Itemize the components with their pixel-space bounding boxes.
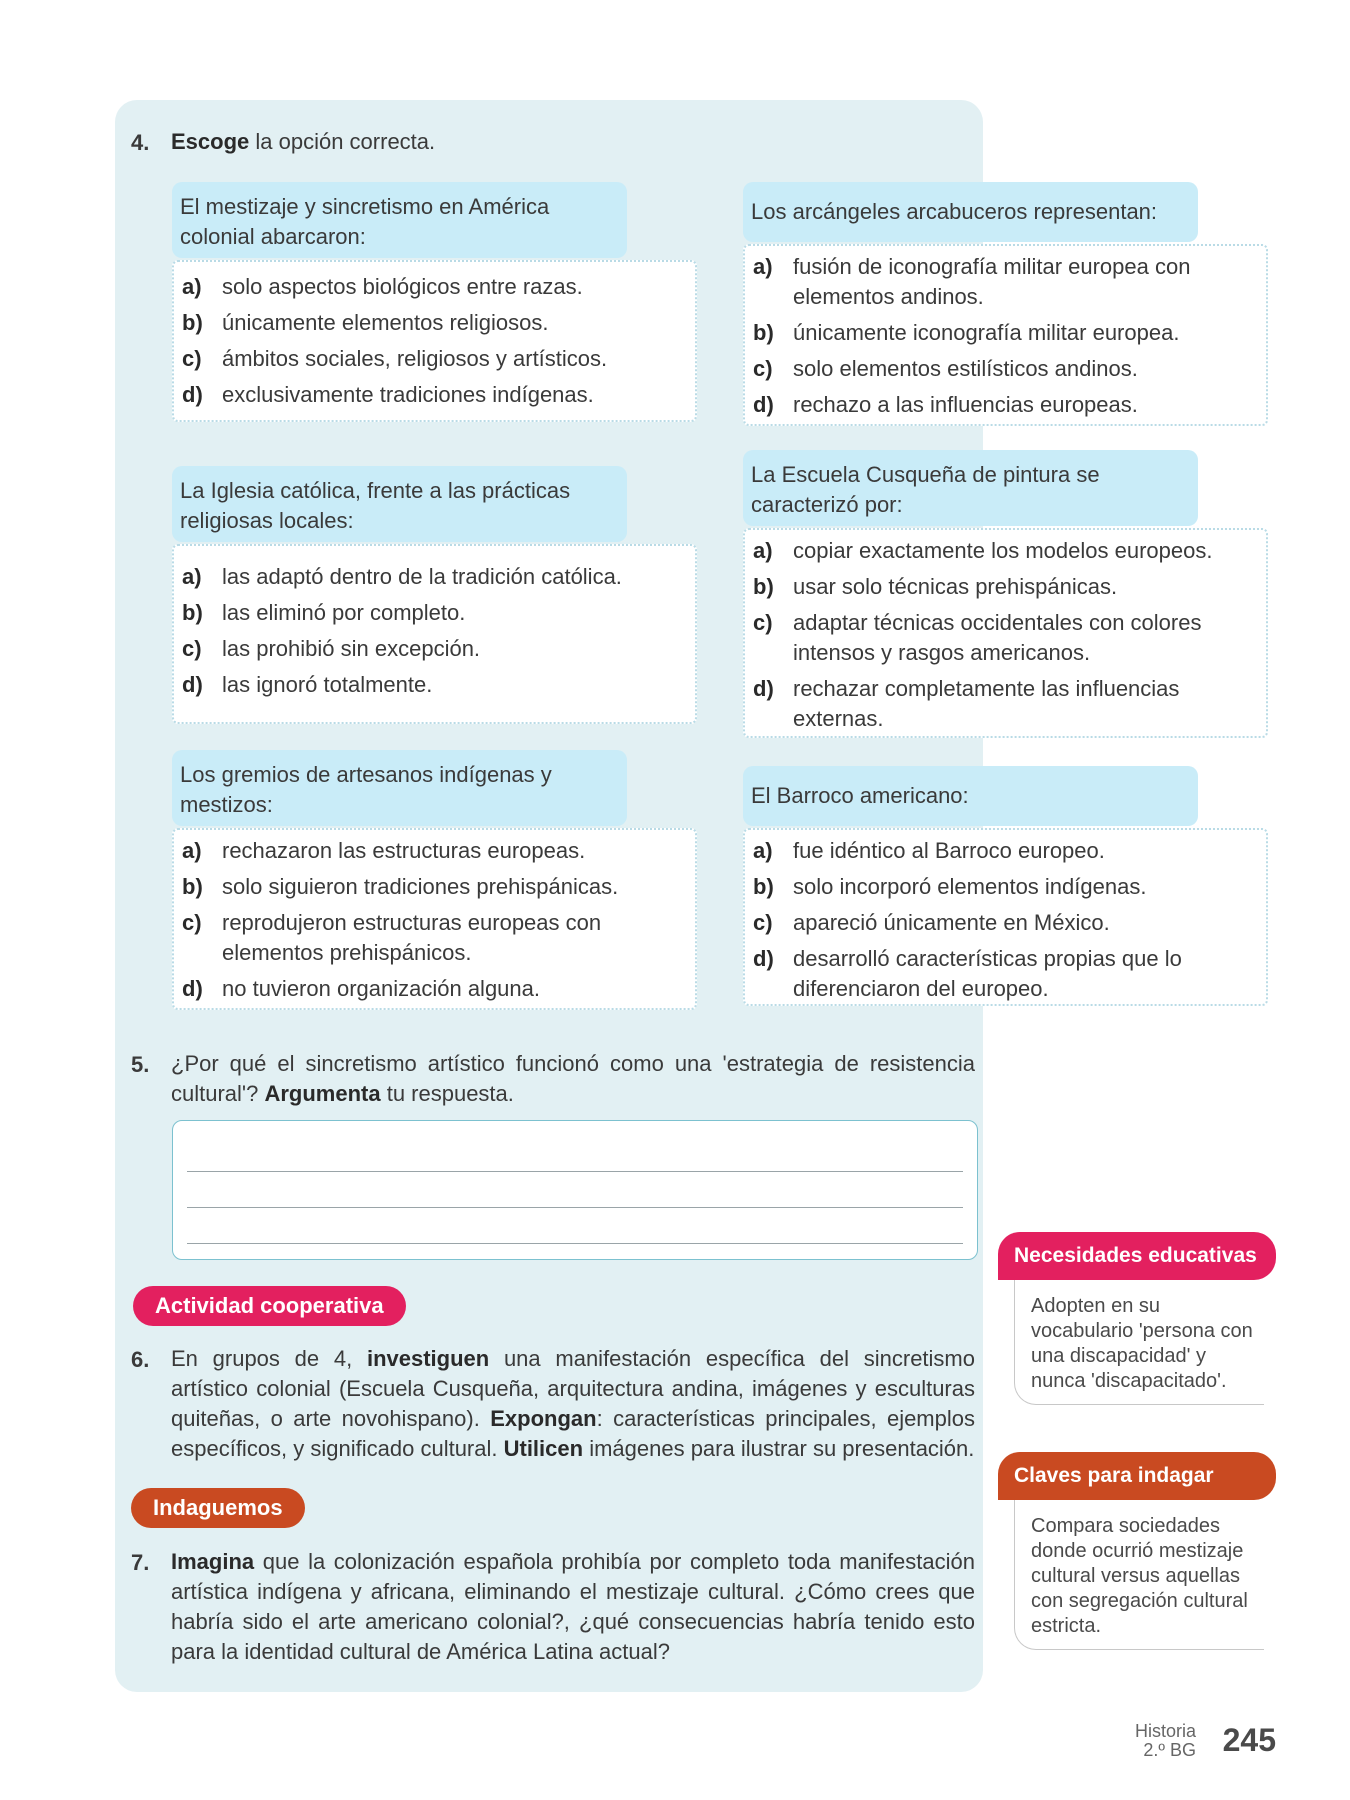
mc-options [172, 828, 697, 1010]
mc-option[interactable]: d) desarrolló características propias que lo diferenciaron del europeo. [753, 946, 1182, 1001]
mc-option[interactable]: b) usar solo técnicas prehispánicas. [753, 574, 1118, 599]
answer-line [187, 1207, 963, 1208]
mc-options [172, 544, 697, 724]
mc-option[interactable]: d) exclusivamente tradiciones indígenas. [182, 382, 594, 407]
mc-option[interactable]: a) fusión de iconografía militar europea con elementos andinos. [753, 254, 1191, 309]
mc-options [743, 828, 1268, 1006]
question-7-prompt: Imagina que la colonización española prohibía por completo toda manifestación artística indígena y africana, eliminando el mestizaje cultural. ¿Cómo crees que habría sido el arte americano colonial?, ¿qué consecuencias habría tenido esto para la identidad cultural de América Latina actual? [171, 1549, 975, 1664]
sidebar-educational-needs [998, 1232, 1276, 1405]
question-5-verb: Argumenta [264, 1081, 381, 1106]
sidebar-inquiry-keys [998, 1452, 1276, 1650]
mc-option[interactable]: b) solo incorporó elementos indígenas. [753, 874, 1147, 899]
mc-stem: La Iglesia católica, frente a las prácticas religiosas locales: [172, 466, 627, 542]
mc-option[interactable]: a) rechazaron las estructuras europeas. [182, 838, 586, 863]
mc-option[interactable]: d) no tuvieron organización alguna. [182, 976, 541, 1001]
cooperative-activity-badge: Actividad cooperativa [133, 1286, 406, 1326]
question-6-number: 6. [131, 1347, 150, 1372]
sidebar-body: Adopten en su vocabulario 'persona con una discapacidad' y nunca 'discapacitado'. [1014, 1280, 1264, 1405]
mc-option[interactable]: d) rechazo a las influencias europeas. [753, 392, 1138, 417]
mc-option[interactable]: c) solo elementos estilísticos andinos. [753, 356, 1138, 381]
answer-box[interactable] [172, 1120, 978, 1260]
sidebar-body: Compara sociedades donde ocurrió mestizaje cultural versus aquellas con segregación cultural estricta. [1014, 1500, 1264, 1650]
mc-options [743, 244, 1268, 426]
mc-option[interactable]: a) solo aspectos biológicos entre razas. [182, 274, 583, 299]
question-4-prompt [171, 127, 871, 157]
answer-line [187, 1171, 963, 1172]
mc-option[interactable]: b) las eliminó por completo. [182, 600, 466, 625]
mc-options [172, 260, 697, 422]
question-4-number: 4. [131, 130, 150, 155]
page-number: 245 [1222, 1722, 1276, 1758]
inquiry-badge: Indaguemos [131, 1488, 305, 1528]
answer-line [187, 1243, 963, 1244]
question-7-verb: Imagina [171, 1549, 255, 1574]
mc-option[interactable]: a) copiar exactamente los modelos europeos. [753, 538, 1213, 563]
mc-option[interactable]: a) fue idéntico al Barroco europeo. [753, 838, 1105, 863]
mc-option[interactable]: c) apareció únicamente en México. [753, 910, 1110, 935]
mc-stem: El Barroco americano: [743, 766, 1198, 826]
mc-stem: Los gremios de artesanos indígenas y mestizos: [172, 750, 627, 826]
mc-stem: El mestizaje y sincretismo en América colonial abarcaron: [172, 182, 627, 258]
mc-option[interactable]: b) únicamente elementos religiosos. [182, 310, 549, 335]
mc-options [743, 528, 1268, 738]
mc-option[interactable]: a) las adaptó dentro de la tradición católica. [182, 564, 622, 589]
page-footer [1134, 1720, 1276, 1760]
question-4-verb: Escoge [171, 129, 250, 154]
mc-stem: La Escuela Cusqueña de pintura se caracterizó por: [743, 450, 1198, 526]
question-6-prompt: En grupos de 4, investiguen una manifestación específica del sincretismo artístico colonial (Escuela Cusqueña, arquitectura andina, imágenes y esculturas quiteñas, o arte novohispano). Expongan: características principales, ejemplos específicos, y significado cultural. Utilicen imágenes para ilustrar su presentación. [171, 1346, 975, 1461]
mc-option[interactable]: b) solo siguieron tradiciones prehispánicas. [182, 874, 619, 899]
mc-option[interactable]: c) adaptar técnicas occidentales con colores intensos y rasgos americanos. [753, 610, 1202, 665]
mc-option[interactable]: d) rechazar completamente las influencias externas. [753, 676, 1180, 731]
footer-subject: Historia 2.º BG [1134, 1721, 1196, 1760]
mc-option[interactable]: c) reprodujeron estructuras europeas con elementos prehispánicos. [182, 910, 602, 965]
mc-option[interactable]: c) las prohibió sin excepción. [182, 636, 481, 661]
question-5-prompt: ¿Por qué el sincretismo artístico funcionó como una 'estrategia de resistencia cultural'? Argumenta tu respuesta. [171, 1051, 975, 1106]
sidebar-title: Necesidades educativas [998, 1232, 1276, 1280]
mc-option[interactable]: d) las ignoró totalmente. [182, 672, 433, 697]
question-5-number: 5. [131, 1052, 150, 1077]
mc-option[interactable]: c) ámbitos sociales, religiosos y artísticos. [182, 346, 608, 371]
sidebar-title: Claves para indagar [998, 1452, 1276, 1500]
question-7-number: 7. [131, 1550, 150, 1575]
question-4-rest: la opción correcta. [249, 129, 436, 154]
mc-option[interactable]: b) únicamente iconografía militar europea. [753, 320, 1180, 345]
mc-stem: Los arcángeles arcabuceros representan: [743, 182, 1198, 242]
